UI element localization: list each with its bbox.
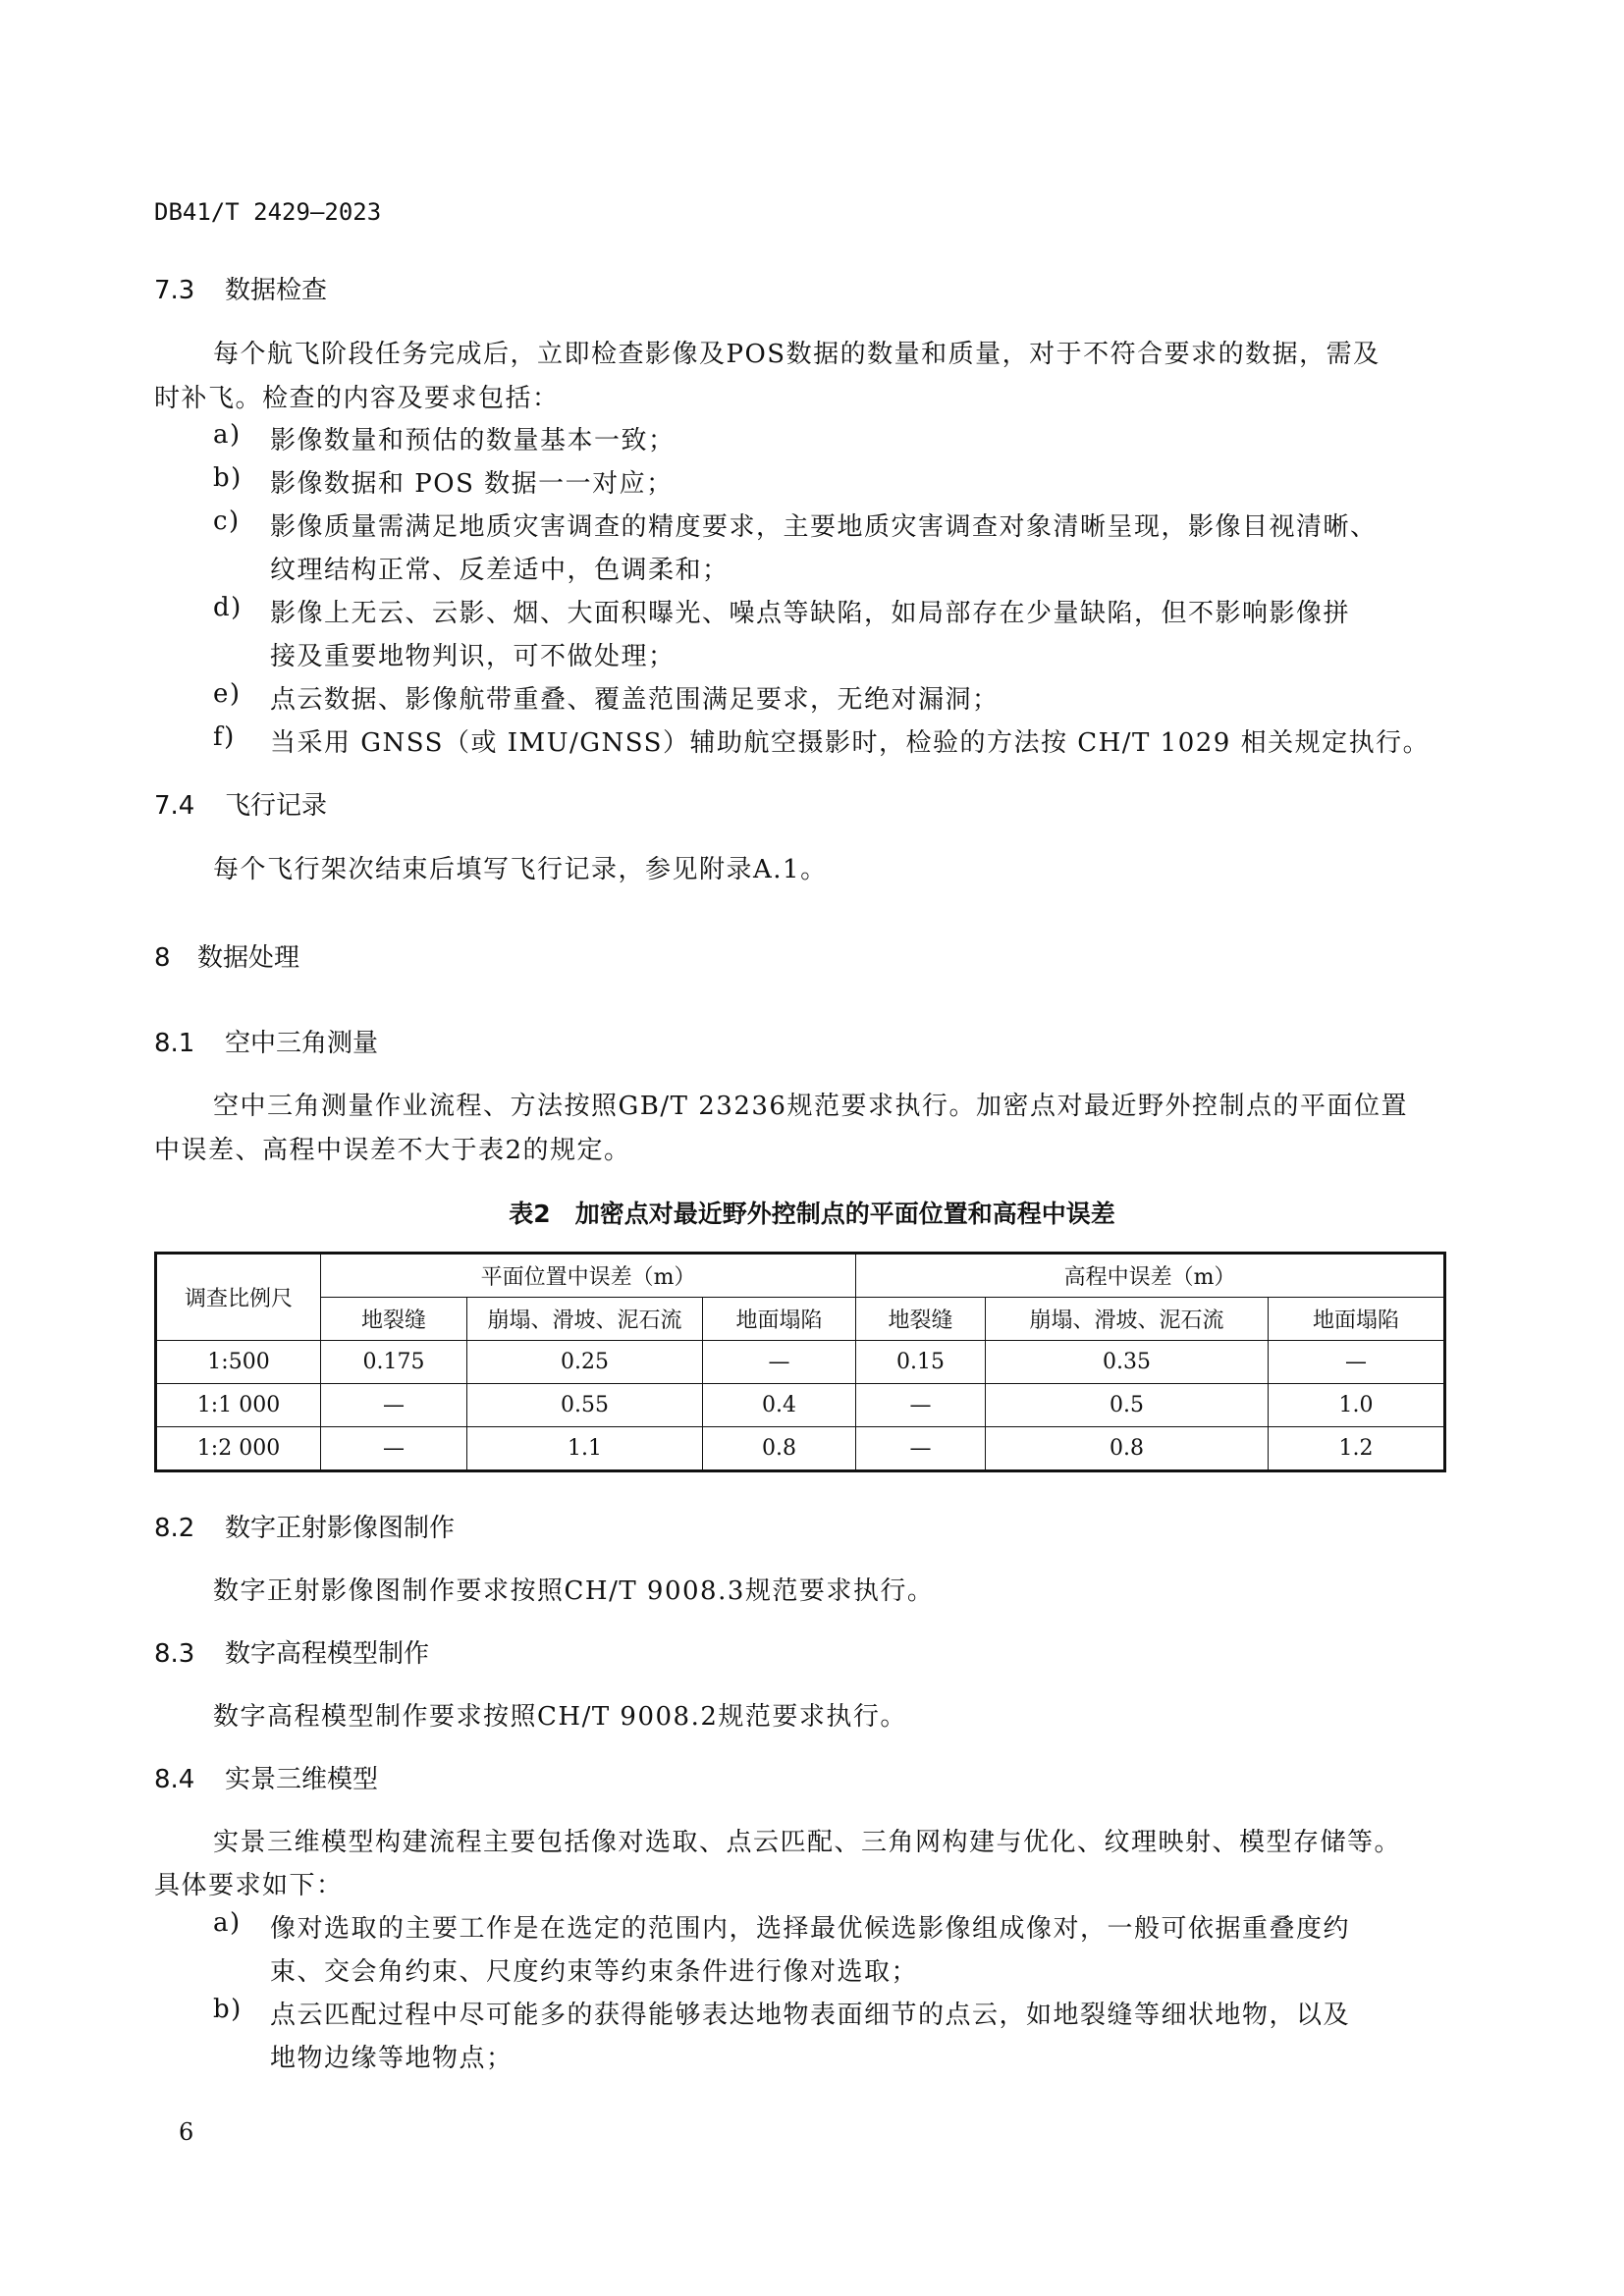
table-cell: 1:500: [156, 1341, 321, 1384]
paragraph-line: 中误差、高程中误差不大于表2的规定。: [154, 1136, 631, 1165]
list-item: [213, 722, 1431, 759]
table-subheader-row: [156, 1298, 1445, 1341]
table-cell: —: [1269, 1341, 1445, 1384]
list-item-text: 点云数据、影像航带重叠、覆盖范围满足要求，无绝对漏洞；: [270, 685, 1000, 715]
table-cell: —: [321, 1427, 467, 1471]
section-number: 7.4: [154, 791, 195, 821]
list-item: [213, 463, 674, 500]
table-group-header: 平面位置中误差（m）: [321, 1254, 856, 1298]
paragraph-line: 数字正射影像图制作要求按照CH/T 9008.3规范要求执行。: [213, 1576, 935, 1606]
list-item-label: b): [213, 1995, 243, 2024]
paragraph-line: 具体要求如下：: [154, 1871, 344, 1900]
section-title: 空中三角测量: [225, 1029, 379, 1058]
table-cell: —: [703, 1341, 856, 1384]
paragraph-line: 实景三维模型构建流程主要包括像对选取、点云匹配、三角网构建与优化、纹理映射、模型存储等。: [213, 1828, 1402, 1857]
paragraph-line: 空中三角测量作业流程、方法按照GB/T 23236规范要求执行。加密点对最近野外控制点的平面位置: [213, 1092, 1408, 1121]
section-title: 数字正射影像图制作: [225, 1514, 456, 1543]
table-row: [156, 1427, 1445, 1471]
table-cell: 0.55: [467, 1384, 703, 1427]
list-item-label: d): [213, 593, 243, 622]
table-corner-cell: 调查比例尺: [156, 1254, 321, 1341]
paragraph-line: 每个飞行架次结束后填写飞行记录，参见附录A.1。: [213, 855, 828, 884]
list-item: [213, 679, 1000, 716]
table-cell: —: [856, 1427, 986, 1471]
section-title: 数据检查: [225, 276, 328, 305]
table-subheader: 崩塌、滑坡、泥石流: [986, 1298, 1269, 1341]
table-cell: 0.35: [986, 1341, 1269, 1384]
list-item: [213, 593, 1351, 629]
list-item-label: b): [213, 463, 243, 493]
list-item-continuation: 接及重要地物判识，可不做处理；: [270, 642, 676, 671]
table-cell: 0.15: [856, 1341, 986, 1384]
list-item-text: 影像上无云、云影、烟、大面积曝光、噪点等缺陷，如局部存在少量缺陷，但不影响影像拼: [270, 599, 1351, 628]
section-number: 8.3: [154, 1639, 195, 1669]
paragraph-line: 数字高程模型制作要求按照CH/T 9008.2规范要求执行。: [213, 1702, 907, 1732]
table-cell: 1:1 000: [156, 1384, 321, 1427]
list-item-label: e): [213, 679, 242, 709]
section-number: 8.2: [154, 1514, 195, 1543]
table-cell: —: [321, 1384, 467, 1427]
list-item: [213, 507, 1378, 543]
table-header-row: [156, 1254, 1445, 1298]
table-subheader: 地面塌陷: [1269, 1298, 1445, 1341]
paragraph-line: 时补飞。检查的内容及要求包括：: [154, 384, 560, 413]
section-8-3-heading: [154, 1633, 429, 1670]
list-item: [213, 420, 676, 456]
list-item-continuation: 束、交会角约束、尺度约束等约束条件进行像对选取；: [270, 1957, 919, 1987]
table-row: [156, 1384, 1445, 1427]
list-item-label: f): [213, 722, 236, 752]
table-cell: 0.25: [467, 1341, 703, 1384]
section-title: 飞行记录: [225, 791, 328, 821]
list-item-text: 影像数量和预估的数量基本一致；: [270, 426, 676, 455]
table-cell: 0.175: [321, 1341, 467, 1384]
table-subheader: 地裂缝: [856, 1298, 986, 1341]
table-subheader: 地裂缝: [321, 1298, 467, 1341]
page-number: 6: [179, 2118, 194, 2146]
list-item: [213, 1908, 1351, 1945]
section-8-4-heading: [154, 1759, 378, 1795]
table-cell: 1.1: [467, 1427, 703, 1471]
table-subheader: 崩塌、滑坡、泥石流: [467, 1298, 703, 1341]
table-cell: 1.0: [1269, 1384, 1445, 1427]
list-item-label: a): [213, 1908, 242, 1938]
error-table: [154, 1252, 1446, 1472]
list-item-text: 点云匹配过程中尽可能多的获得能够表达地物表面细节的点云，如地裂缝等细状地物，以及: [270, 2001, 1351, 2030]
table-cell: 0.4: [703, 1384, 856, 1427]
chapter-8-heading: [154, 937, 299, 974]
list-item-text: 当采用 GNSS（或 IMU/GNSS）辅助航空摄影时，检验的方法按 CH/T 1029 相关规定执行。: [270, 728, 1431, 758]
list-item-text: 影像数据和 POS 数据一一对应；: [270, 469, 674, 499]
section-number: 8.4: [154, 1765, 195, 1794]
document-code: DB41/T 2429—2023: [154, 198, 382, 226]
table-group-header: 高程中误差（m）: [856, 1254, 1445, 1298]
section-number: 7.3: [154, 276, 195, 305]
list-item-continuation: 纹理结构正常、反差适中，色调柔和；: [270, 556, 730, 585]
chapter-number: 8: [154, 943, 171, 973]
table-cell: 1:2 000: [156, 1427, 321, 1471]
table-cell: 0.8: [703, 1427, 856, 1471]
chapter-title: 数据处理: [197, 943, 300, 973]
table-cell: 0.5: [986, 1384, 1269, 1427]
list-item-label: c): [213, 507, 241, 536]
table-caption: 表2 加密点对最近野外控制点的平面位置和高程中误差: [509, 1200, 1115, 1228]
list-item-continuation: 地物边缘等地物点；: [270, 2044, 514, 2073]
paragraph-line: 每个航飞阶段任务完成后，立即检查影像及POS数据的数量和质量，对于不符合要求的数据，需及: [213, 340, 1380, 369]
section-8-1-heading: [154, 1023, 378, 1059]
list-item-text: 像对选取的主要工作是在选定的范围内，选择最优候选影像组成像对，一般可依据重叠度约: [270, 1914, 1351, 1944]
list-item-text: 影像质量需满足地质灾害调查的精度要求，主要地质灾害调查对象清晰呈现，影像目视清晰、: [270, 512, 1378, 542]
section-number: 8.1: [154, 1029, 195, 1058]
table-cell: —: [856, 1384, 986, 1427]
table-cell: 0.8: [986, 1427, 1269, 1471]
section-7-4-heading: [154, 785, 327, 822]
section-title: 数字高程模型制作: [225, 1639, 430, 1669]
list-item: [213, 1995, 1351, 2031]
table-row: [156, 1341, 1445, 1384]
list-item-label: a): [213, 420, 242, 450]
section-title: 实景三维模型: [225, 1765, 379, 1794]
table-subheader: 地面塌陷: [703, 1298, 856, 1341]
section-8-2-heading: [154, 1508, 455, 1544]
table-cell: 1.2: [1269, 1427, 1445, 1471]
section-7-3-heading: [154, 270, 327, 306]
